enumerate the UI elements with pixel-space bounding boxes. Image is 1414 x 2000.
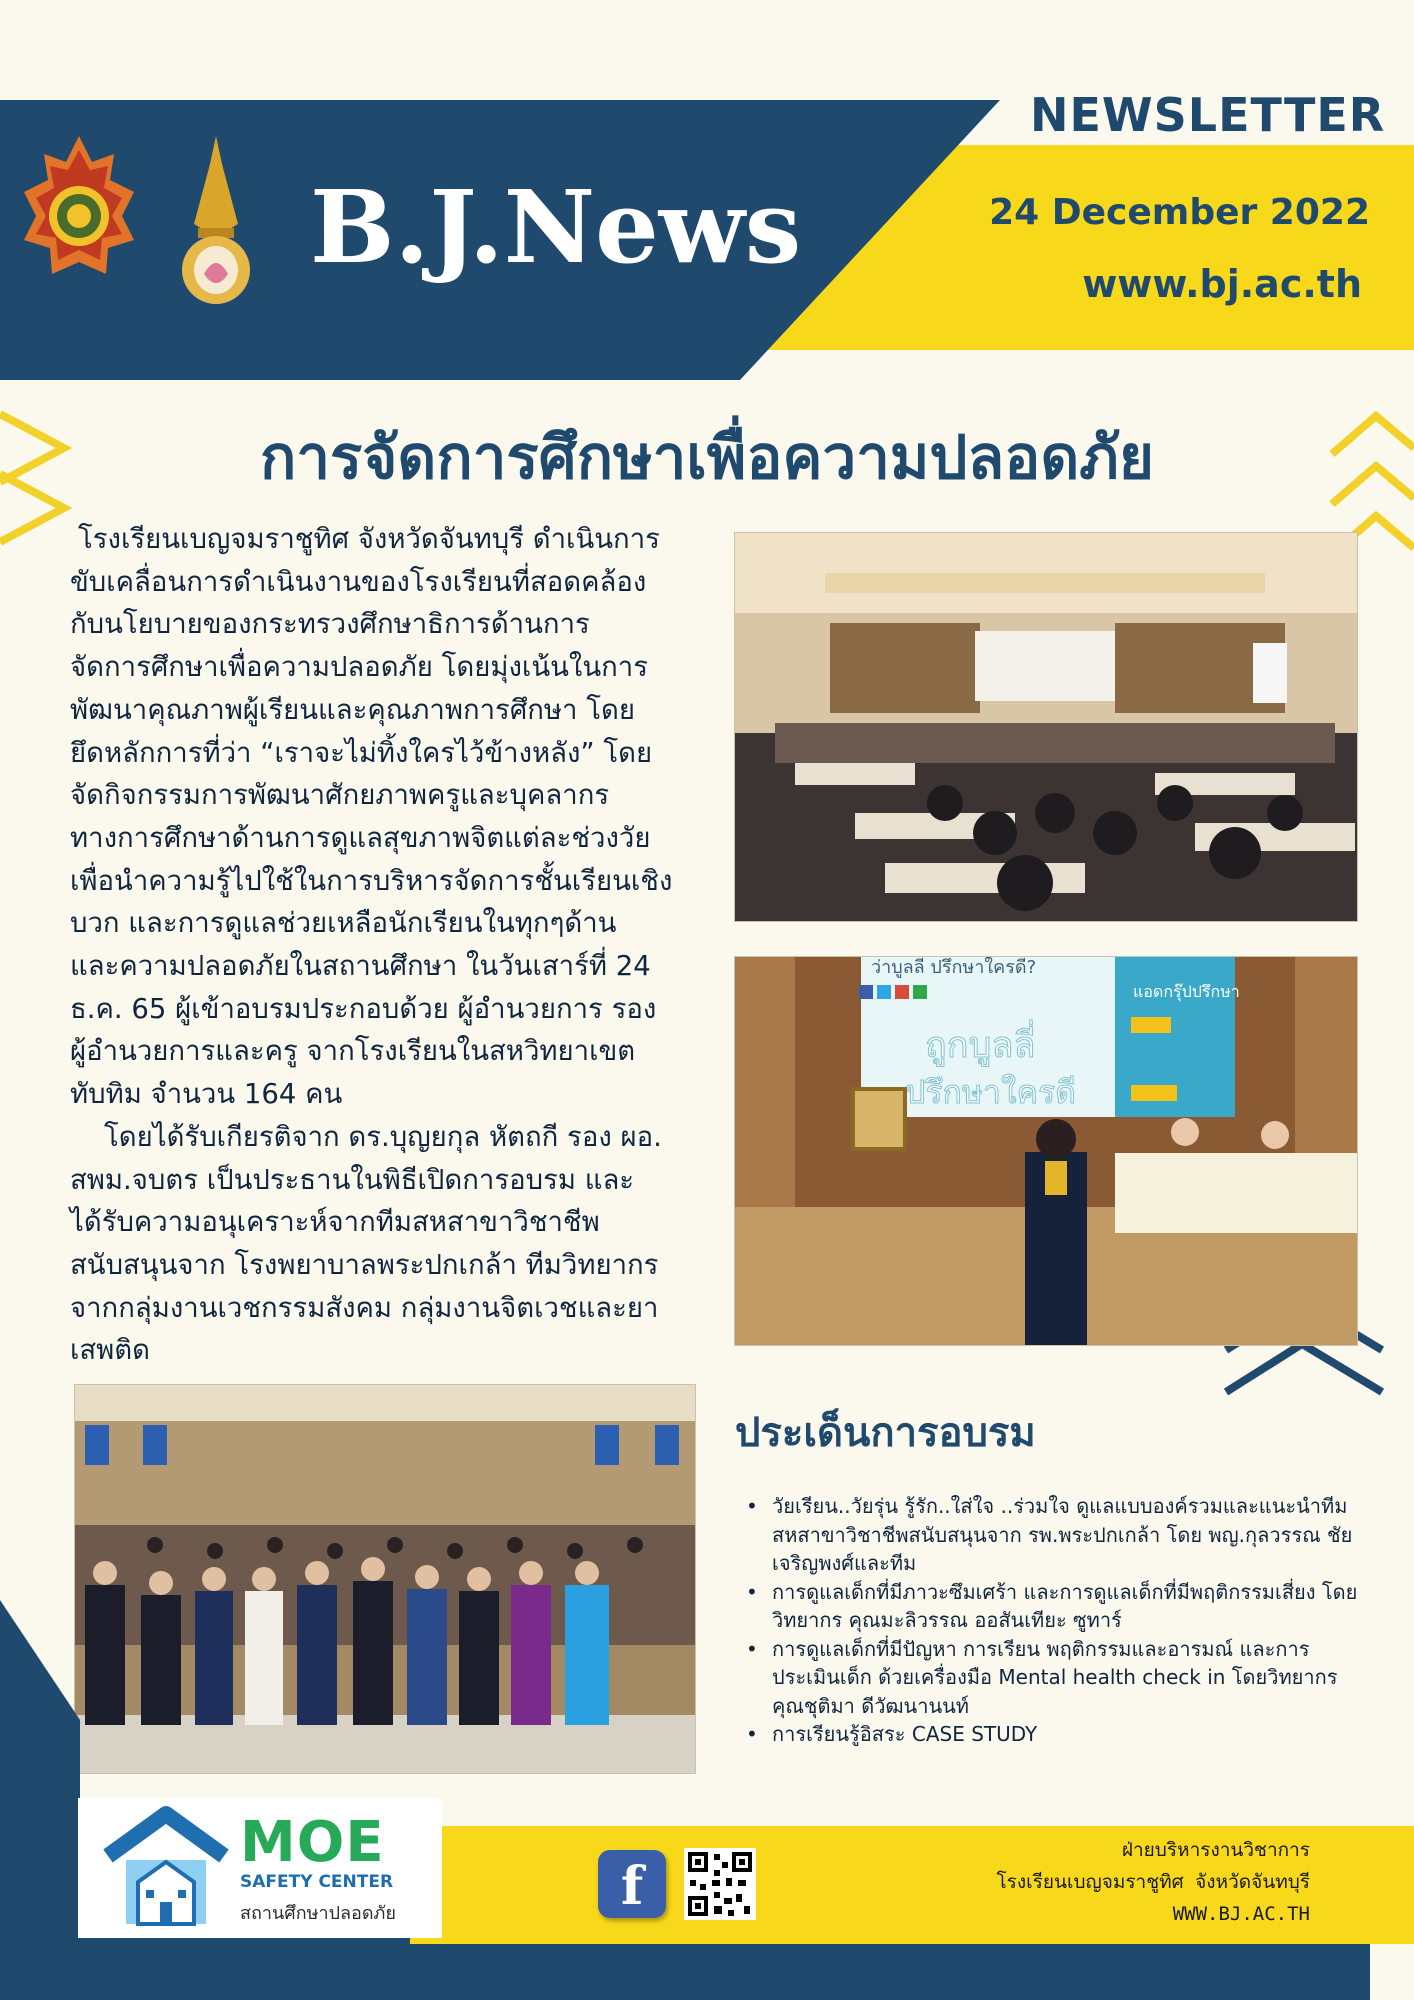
- qr-code-icon[interactable]: [684, 1848, 756, 1920]
- moe-safety-thai: สถานศึกษาปลอดภัย: [240, 1903, 396, 1924]
- body-line: ขับเคลื่อนการดำเนินงานของโรงเรียนที่สอดคล้อง: [70, 565, 647, 598]
- body-line: โดยได้รับเกียรติจาก ดร.บุญยกุล หัตถกี รอง ผอ.: [104, 1120, 662, 1153]
- footer-website[interactable]: WWW.BJ.AC.TH: [1172, 1903, 1310, 1925]
- body-line: ยึดหลักการที่ว่า “เราจะไม่ทิ้งใครไว้ข้างหลัง” โดย: [70, 736, 653, 769]
- body-line: สพม.จบตร เป็นประธานในพิธีเปิดการอบรม และ: [70, 1163, 635, 1196]
- body-line: ได้รับความอนุเคราะห์จากทีมสหสาขาวิชาชีพ: [70, 1206, 600, 1239]
- photo-group: [74, 1384, 696, 1774]
- list-item: • การดูแลเด็กที่มีภาวะซึมเศร้า และการดูแลเด็กที่มีพฤติกรรมเสี่ยง โดยวิทยากร คุณมะลิวรรณ ออสันเทียะ ซูทาร์: [742, 1578, 1367, 1635]
- body-line: ผู้อำนวยการและครู จากโรงเรียนในสหวิทยาเขต: [70, 1035, 636, 1068]
- article-body: [70, 518, 710, 1372]
- body-line: เพื่อนำความรู้ไปใช้ในการบริหารจัดการชั้นเรียนเชิง: [70, 864, 673, 897]
- newsletter-brand: B.J.News: [310, 168, 802, 286]
- school-crest-icon: [176, 134, 256, 310]
- body-line: จากกลุ่มงานเวชกรรมสังคม กลุ่มงานจิตเวชและยา: [70, 1291, 659, 1324]
- body-line: โรงเรียนเบญจมราชูทิศ จังหวัดจันทบุรี ดำเนินการ: [78, 523, 660, 555]
- footer-department: ฝ่ายบริหารงานวิชาการ: [1121, 1839, 1310, 1861]
- school-house-icon: [98, 1806, 234, 1930]
- body-line: บวก และการดูแลช่วยเหลือนักเรียนในทุกๆด้าน: [70, 907, 617, 940]
- issue-date: 24 December 2022: [989, 192, 1370, 233]
- body-line: จัดกิจกรรมการพัฒนาศักยภาพครูและบุคลากร: [70, 779, 610, 812]
- footer-contact: [760, 1834, 1310, 1930]
- article-title: การจัดการศึกษาเพื่อความปลอดภัย: [260, 423, 1154, 493]
- slide-big-text-1: ถูกบูลลี่: [925, 1025, 1036, 1066]
- slide-big-text-2: ปรึกษาใครดี: [905, 1073, 1076, 1111]
- footer-school: โรงเรียนเบญจมราชูทิศ จังหวัดจันทบุรี: [996, 1871, 1310, 1893]
- list-item: • การดูแลเด็กที่มีปัญหา การเรียน พฤติกรรมและอารมณ์ และการประเมินเด็ก ด้วยเครื่องมือ Mental health check in โดยวิทยากร คุณชุติมา ดีวัฒนานนท์: [742, 1635, 1367, 1721]
- list-item: • การเรียนรู้อิสระ CASE STUDY: [742, 1720, 1367, 1749]
- ministry-emblem-icon: [18, 132, 140, 282]
- body-line: จัดการศึกษาเพื่อความปลอดภัย โดยมุ่งเน้นในการ: [70, 651, 649, 684]
- moe-safety-center: SAFETY CENTER: [240, 1872, 394, 1892]
- body-line: สนับสนุนจาก โรงพยาบาลพระปกเกล้า ทีมวิทยากร: [70, 1248, 659, 1281]
- footer-blue-bottom: [0, 1944, 1370, 2000]
- body-line: กับนโยบายของกระทรวงศึกษาธิการด้านการ: [70, 608, 590, 641]
- photo-auditorium: [734, 532, 1358, 922]
- website-link[interactable]: www.bj.ac.th: [1082, 262, 1362, 306]
- facebook-icon[interactable]: f: [598, 1850, 666, 1918]
- body-line: ธ.ค. 65 ผู้เข้าอบรมประกอบด้วย ผู้อำนวยการ รอง: [70, 992, 657, 1025]
- training-heading: ประเด็นการอบรม: [735, 1410, 1036, 1456]
- slide-panel-text: แอดกรุ๊ปปรึกษา: [1133, 982, 1240, 1001]
- body-line: ทางการศึกษาด้านการดูแลสุขภาพจิตแต่ละช่วงวัย: [70, 821, 651, 854]
- training-list: [742, 1492, 1367, 1749]
- photo-speaker: [734, 956, 1358, 1346]
- body-line: และความปลอดภัยในสถานศึกษา ในวันเสาร์ที่ 24: [70, 950, 651, 983]
- body-line: ทับทิม จำนวน 164 คน: [70, 1078, 343, 1111]
- newsletter-label: NEWSLETTER: [1030, 88, 1386, 142]
- moe-wordmark: MOE: [240, 1810, 385, 1875]
- list-item: • วัยเรียน..วัยรุ่น รู้รัก..ใส่ใจ ..ร่วมใจ ดูแลแบบองค์รวมและแนะนำทีมสหสาขาวิชาชีพสนับสนุนจาก รพ.พระปกเกล้า โดย พญ.กุลวรรณ ชัยเจริญพงศ์และทีม: [742, 1492, 1367, 1578]
- body-line: พัฒนาคุณภาพผู้เรียนและคุณภาพการศึกษา โดย: [70, 693, 635, 726]
- slide-top-text: ว่าบูลลี่ ปรึกษาใครดี?: [871, 957, 1037, 978]
- body-line: เสพติด: [70, 1334, 151, 1367]
